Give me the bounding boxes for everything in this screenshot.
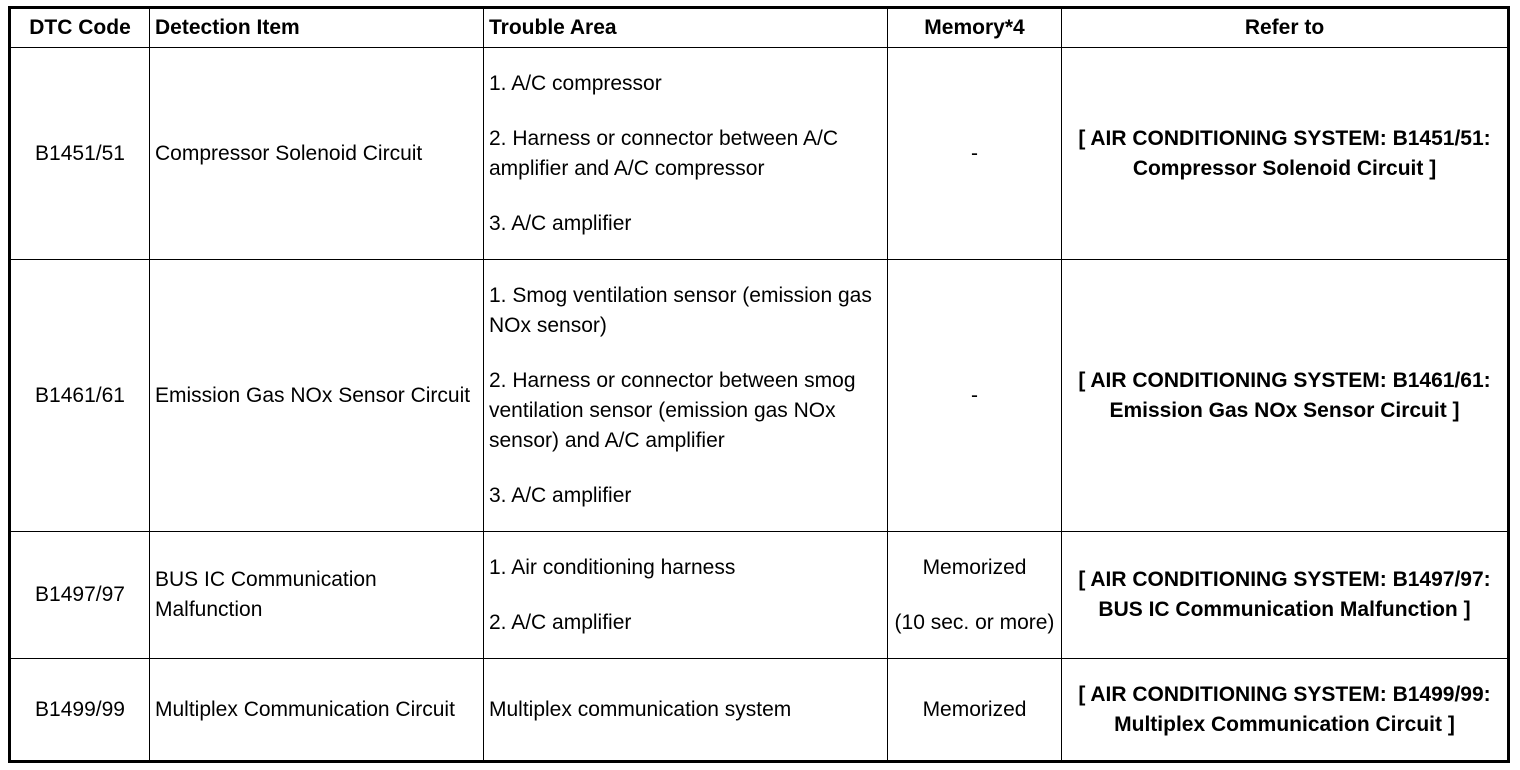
- table-row: [10, 48, 1509, 260]
- memory-cell: [888, 532, 1062, 659]
- detection-item-cell: BUS IC Communication Malfunction: [150, 532, 484, 659]
- trouble-area-line: 2. Harness or connector between smog ventilation sensor (emission gas NOx sensor) and A/C amplifier: [489, 368, 856, 452]
- trouble-area-line: Multiplex communication system: [489, 697, 792, 721]
- trouble-area-line: 1. Smog ventilation sensor (emission gas NOx sensor): [489, 283, 872, 337]
- header-memory: Memory*4: [888, 8, 1062, 48]
- memory-cell: [888, 659, 1062, 762]
- trouble-area-line: 3. A/C amplifier: [489, 211, 632, 235]
- header-row: [10, 8, 1509, 48]
- trouble-area-line: 3. A/C amplifier: [489, 483, 632, 507]
- dtc-code-cell: B1499/99: [10, 659, 150, 762]
- header-trouble-area: Trouble Area: [484, 8, 888, 48]
- trouble-area-line: 1. A/C compressor: [489, 71, 662, 95]
- detection-item-cell: Multiplex Communication Circuit: [150, 659, 484, 762]
- trouble-area-cell: [484, 260, 888, 532]
- dtc-table-container: [8, 6, 1510, 763]
- dtc-code-cell: B1451/51: [10, 48, 150, 260]
- refer-to-cell: [ AIR CONDITIONING SYSTEM: B1497/97: BUS IC Communication Malfunction ]: [1062, 532, 1509, 659]
- trouble-area-line: 2. A/C amplifier: [489, 610, 632, 634]
- dtc-code-cell: B1497/97: [10, 532, 150, 659]
- table-row: [10, 659, 1509, 762]
- table-row: [10, 260, 1509, 532]
- trouble-area-cell: [484, 659, 888, 762]
- header-detection-item: Detection Item: [150, 8, 484, 48]
- table-row: [10, 532, 1509, 659]
- dtc-table: [8, 6, 1510, 763]
- trouble-area-cell: [484, 532, 888, 659]
- trouble-area-line: 2. Harness or connector between A/C amplifier and A/C compressor: [489, 126, 839, 180]
- refer-to-cell: [ AIR CONDITIONING SYSTEM: B1451/51: Compressor Solenoid Circuit ]: [1062, 48, 1509, 260]
- memory-line: -: [971, 141, 978, 165]
- memory-cell: [888, 48, 1062, 260]
- trouble-area-line: 1. Air conditioning harness: [489, 555, 736, 579]
- detection-item-cell: Emission Gas NOx Sensor Circuit: [150, 260, 484, 532]
- memory-line: Memorized: [922, 555, 1027, 579]
- memory-cell: [888, 260, 1062, 532]
- trouble-area-cell: [484, 48, 888, 260]
- refer-to-cell: [ AIR CONDITIONING SYSTEM: B1461/61: Emission Gas NOx Sensor Circuit ]: [1062, 260, 1509, 532]
- refer-to-cell: [ AIR CONDITIONING SYSTEM: B1499/99: Multiplex Communication Circuit ]: [1062, 659, 1509, 762]
- header-dtc-code: DTC Code: [10, 8, 150, 48]
- dtc-code-cell: B1461/61: [10, 260, 150, 532]
- header-refer-to: Refer to: [1062, 8, 1509, 48]
- memory-line: Memorized: [922, 697, 1027, 721]
- detection-item-cell: Compressor Solenoid Circuit: [150, 48, 484, 260]
- memory-line: (10 sec. or more): [894, 610, 1055, 634]
- memory-line: -: [971, 383, 978, 407]
